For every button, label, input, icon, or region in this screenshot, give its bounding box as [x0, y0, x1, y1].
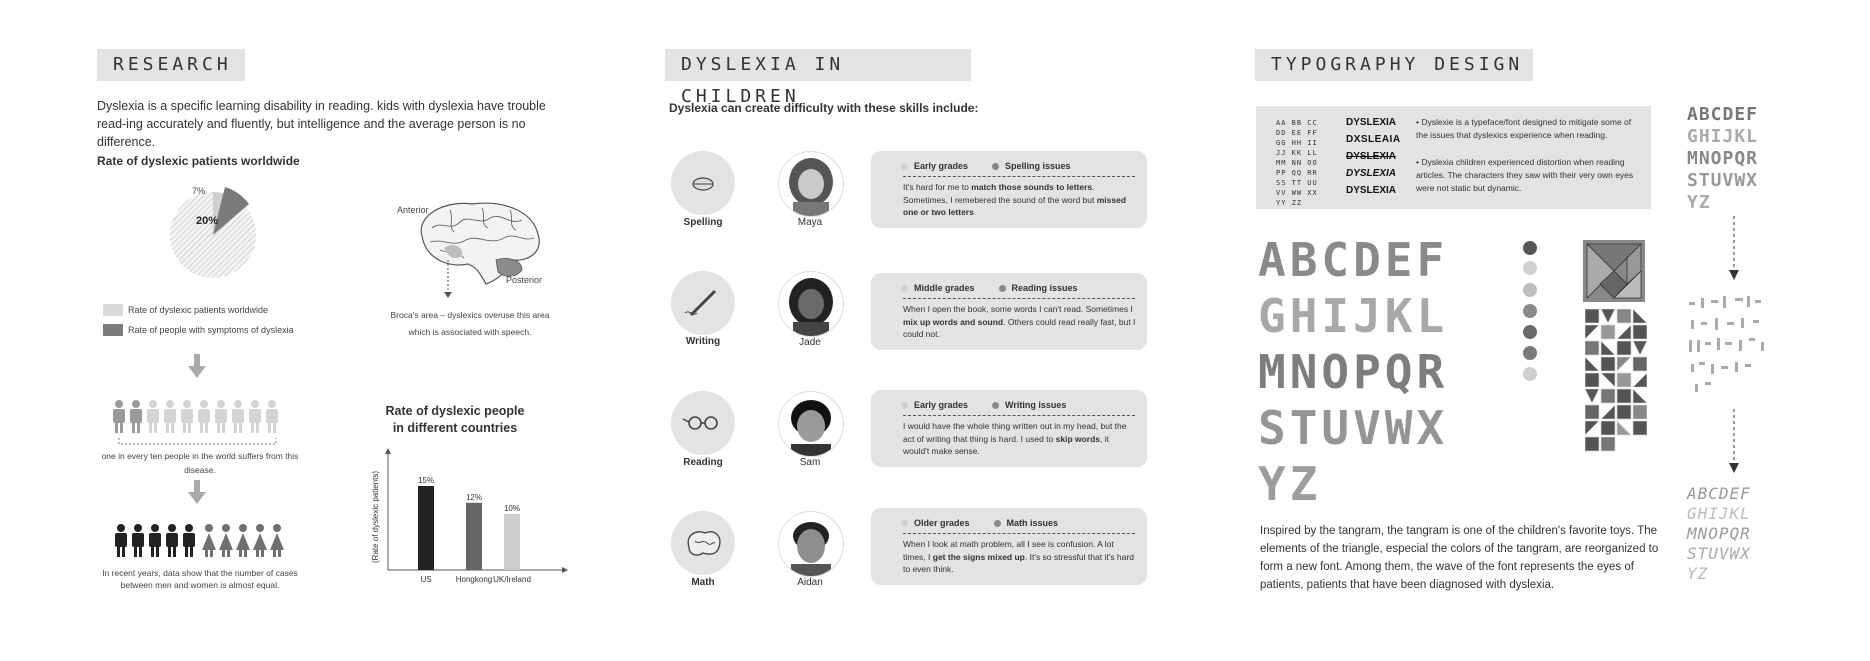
- bar-category-label: UK/Ireland: [493, 575, 531, 584]
- chart-y-label: (Rate of dyslexic patients): [371, 470, 380, 563]
- child-portrait-icon: [779, 512, 843, 576]
- alphabet-row: GHIJKL: [1258, 289, 1449, 343]
- chart-x-axis-arrow: [562, 567, 568, 573]
- children-subtitle: Dyslexia can create difficulty with these skills include:: [669, 101, 979, 115]
- child-portrait-icon: [779, 392, 843, 456]
- legend-label-2: Rate of people with symptoms of dyslexia: [128, 325, 294, 335]
- bar-hongkong: [466, 503, 482, 570]
- skill-circle-reading: [671, 391, 735, 455]
- people-one-in-ten: [112, 400, 282, 436]
- child-portrait-icon: [779, 272, 843, 336]
- story-card-sam: Early grades Writing issues I would have the whole thing written out in my head, but the act of writing that thing is hard. I used to skip words, it would't make sense.: [871, 390, 1147, 467]
- skill-circle-spelling: [671, 151, 735, 215]
- tangram-square: [1583, 240, 1645, 302]
- story-card-maya: Early grades Spelling issues It's hard for me to match those sounds to letters. Sometimes, I remebered the sound of the word but missed one or two letters: [871, 151, 1147, 228]
- tangram-paragraph: Inspired by the tangram, the tangram is one of the children's favorite toys. The elements of the triangle, especial the colors of the tangram, are reorganized to form a new font. Among them, the wave of the font represents the eyes of patients, patients that have been diagnosed with dyslexia.: [1260, 525, 1659, 591]
- dyslexie-info-box: [1256, 106, 1651, 209]
- letter-grid: AA BB CC DD EE FF GG HH II JJ KK LL MM NN OO PP QQ RR SS TT UU VV WW XX YY ZZ: [1276, 119, 1318, 207]
- brain-label-anterior: Anterior: [397, 205, 429, 215]
- child-name-jade: Jade: [799, 337, 821, 348]
- skill-circle-math: [671, 511, 735, 575]
- dashed-arrow-2: [1727, 409, 1741, 475]
- pen-icon: [671, 271, 735, 335]
- sample-word-4: DYSLEXIA: [1346, 168, 1397, 179]
- brain-icon: [671, 511, 735, 575]
- dashed-arrow-1: [1727, 216, 1741, 282]
- alphabet-row: ABCDEF: [1258, 233, 1449, 287]
- skill-label-reading: Reading: [683, 457, 723, 468]
- typography-header: TYPOGRAPHY DESIGN: [1255, 49, 1533, 81]
- people-men-women: [114, 524, 284, 560]
- bullet-2: • Dyslexia children experienced distortion when reading articles. The characters they saw with their very own eyes were not static but dynamic.: [1416, 157, 1634, 193]
- story-card-jade: Middle grades Reading issues When I open the book, some words I can't read. Sometimes I mix up words and sound. Others could read really fast, but I could not.: [871, 273, 1147, 350]
- sample-word-3: DYSLEXIA: [1346, 151, 1397, 162]
- palette-dots: [1520, 238, 1540, 388]
- brain-caption: Broca's area – dyslexics overuse this area which is associated with speech.: [390, 310, 550, 337]
- pie-label-20: 20%: [196, 215, 219, 227]
- avatar-sam: [778, 391, 844, 457]
- worldwide-title: Rate of dyslexic patients worldwide: [97, 154, 300, 168]
- broca-pointer: [443, 260, 453, 300]
- tangram-piece-grid: [1585, 309, 1647, 459]
- child-portrait-icon: [779, 152, 843, 216]
- skill-label-writing: Writing: [685, 336, 721, 347]
- country-bar-chart: [370, 448, 570, 588]
- legend-swatch-light: [103, 304, 123, 316]
- child-name-sam: Sam: [799, 457, 821, 468]
- worldwide-pie-chart: [168, 180, 258, 280]
- avatar-jade: [778, 271, 844, 337]
- side-alphabet-dynamic: ABCDEF GHIJKL MNOPQR STUVWX YZ: [1687, 484, 1751, 583]
- tangram-alphabet: [1258, 232, 1538, 512]
- skill-label-spelling: Spelling: [683, 217, 723, 228]
- chart-y-axis-arrow: [385, 448, 391, 454]
- bar-category-label: US: [420, 575, 432, 584]
- avatar-aidan: [778, 511, 844, 577]
- people-caption-2: In recent years, data show that the number of cases between men and women is almost equal.: [102, 568, 298, 590]
- bar-value-label: 10%: [503, 504, 521, 513]
- bullet-1: • Dyslexie is a typeface/font designed to mitigate some of the issues that dyslexics experience when reading.: [1416, 117, 1632, 140]
- legend-swatch-dark: [103, 324, 123, 336]
- bar-value-label: 15%: [417, 476, 435, 485]
- legend-label-1: Rate of dyslexic patients worldwide: [128, 305, 269, 315]
- avatar-maya: [778, 151, 844, 217]
- bar-ukireland: [504, 514, 520, 570]
- alphabet-row: YZ: [1258, 457, 1322, 511]
- skill-label-math: Math: [691, 577, 715, 588]
- bar-category-label: Hongkong: [455, 575, 493, 584]
- sample-word-2: DXSLEAIA: [1346, 134, 1401, 145]
- alphabet-row: STUVWX: [1258, 401, 1449, 455]
- story-card-aidan: Older grades Math issues When I look at math problem, all I see is confusion. A lot times, I get the signs mixed up. It's so stressful that it's hard to even think.: [871, 508, 1147, 585]
- lips-icon: [671, 151, 735, 215]
- down-arrow-1: [188, 354, 206, 380]
- pie-label-7: 7%: [192, 186, 206, 196]
- research-header: RESEARCH: [97, 49, 245, 81]
- side-alphabet-static: ABCDEF GHIJKL MNOPQR STUVWX YZ: [1687, 104, 1759, 213]
- alphabet-row: MNOPQR: [1258, 345, 1449, 399]
- people-bracket: [118, 438, 278, 446]
- sample-word-1: DYSLEXIA: [1346, 117, 1397, 128]
- child-name-maya: Maya: [797, 217, 823, 228]
- bar-us: [418, 486, 434, 570]
- fragmented-alphabet: [1687, 294, 1787, 394]
- skill-circle-writing: [671, 271, 735, 335]
- bar-value-label: 12%: [465, 492, 483, 502]
- research-intro: Dyslexia is a specific learning disability in reading. kids with dyslexia have trouble read-ing accurately and fluently, but intelligence and the average person is no difference.: [97, 99, 546, 149]
- child-name-aidan: Aidan: [797, 577, 823, 588]
- down-arrow-2: [188, 480, 206, 506]
- countries-title: Rate of dyslexic people in different countries: [385, 404, 525, 435]
- sample-word-5: DYSLEXIA: [1346, 185, 1397, 196]
- glasses-icon: [671, 391, 735, 455]
- people-caption-1: one in every ten people in the world suffers from this disease.: [101, 451, 299, 475]
- brain-label-posterior: Posterior: [506, 275, 543, 285]
- children-header: DYSLEXIA IN CHILDREN: [665, 49, 971, 81]
